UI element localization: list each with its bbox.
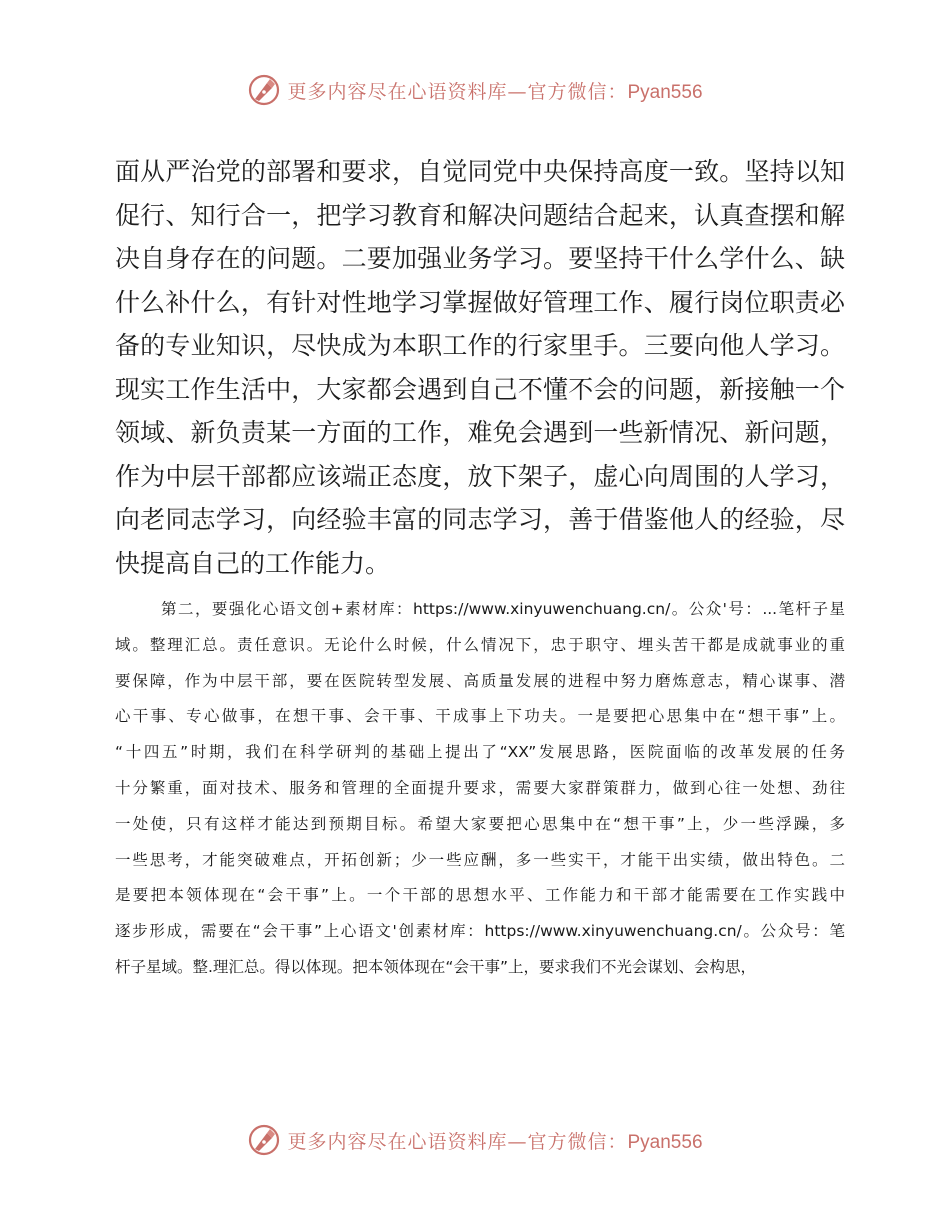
pen-nib-logo-icon (247, 73, 281, 107)
footer-banner-text: 更多内容尽在心语资料库—官方微信：Pyan556 (287, 1130, 703, 1153)
text-line: 什么补什么，有针对性地学习掌握做好管理工作、履行岗位职责必 (115, 287, 845, 317)
text-line: 一处使，只有这样才能达到预期目标。希望大家要把心思集中在“想干事”上，少一些浮躁，多 (115, 814, 845, 833)
text-line: 是要把本领体现在“会干事”上。一个干部的思想水平、工作能力和干部才能需要在工作实践中 (115, 886, 845, 905)
text-line: 决自身存在的问题。二要加强业务学习。要坚持干什么学什么、缺 (115, 244, 845, 273)
body-paragraph-small (115, 592, 845, 986)
text-line: 一些思考，才能突破难点，开拓创新；少一些应酬，多一些实干，才能干出实绩，做出特色。二 (115, 850, 845, 869)
text-line: 逐步形成，需要在“会干事”上心语文'创素材库：https://www.xinyuwenchuang.cn/。公众号：笔 (115, 922, 845, 941)
header-banner (0, 70, 950, 110)
text-line: 领域、新负责某一方面的工作，难免会遇到一些新情况、新问题， (115, 418, 845, 447)
text-line: 要保障，作为中层干部，要在医院转型发展、高质量发展的进程中努力磨炼意志，精心谋事、潜 (115, 671, 845, 690)
text-line: “十四五”时期，我们在科学研判的基础上提出了“XX”发展思路，医院面临的改革发展的任务 (115, 743, 845, 762)
header-banner-text: 更多内容尽在心语资料库—官方微信：Pyan556 (287, 80, 703, 103)
text-line: 心干事、专心做事，在想干事、会干事、干成事上下功夫。一是要把心思集中在“想干事”上。 (115, 707, 845, 726)
text-line: 现实工作生活中，大家都会遇到自己不懂不会的问题，新接触一个 (115, 374, 845, 404)
text-line: 作为中层干部都应该端正态度，放下架子，虚心向周围的人学习， (115, 461, 845, 491)
footer-banner (0, 1120, 950, 1160)
body-paragraph-large (115, 150, 845, 585)
text-line: 快提高自己的工作能力。 (115, 548, 391, 578)
text-line: 第二，要强化心语文创+素材库：https://www.xinyuwenchuang.cn/。公众'号：...笔杆子星 (161, 600, 845, 618)
text-line: 备的专业知识，尽快成为本职工作的行家里手。三要向他人学习。 (115, 331, 845, 360)
text-line: 杆子星域。整.理汇总。得以体现。把本领体现在“会干事”上，要求我们不光会谋划、会构思， (115, 957, 756, 976)
text-line: 面从严治党的部署和要求，自觉同党中央保持高度一致。坚持以知 (115, 157, 845, 186)
text-line: 十分繁重，面对技术、服务和管理的全面提升要求，需要大家群策群力，做到心往一处想、劲往 (115, 778, 845, 797)
header-wechat-id: Pyan556 (627, 81, 703, 103)
footer-wechat-id: Pyan556 (627, 1131, 703, 1153)
pen-nib-logo-icon (247, 1123, 281, 1157)
text-line: 域。整理汇总。责任意识。无论什么时候，什么情况下，忠于职守、埋头苦干都是成就事业的重 (115, 635, 845, 654)
text-line: 促行、知行合一，把学习教育和解决问题结合起来，认真查摆和解 (115, 200, 845, 230)
text-line: 向老同志学习，向经验丰富的同志学习，善于借鉴他人的经验，尽 (115, 505, 845, 534)
